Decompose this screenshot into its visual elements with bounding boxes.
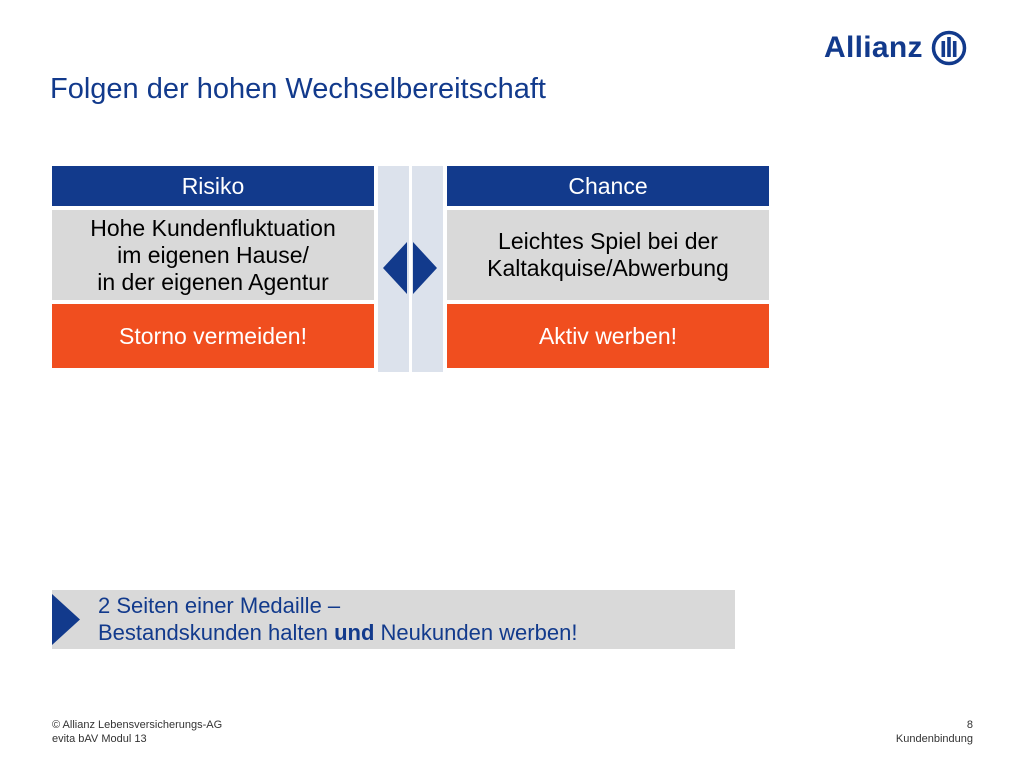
risk-description: Hohe Kundenfluktuation im eigenen Hause/ in der eigenen Agentur — [52, 210, 374, 300]
summary-line-2-end: Neukunden werben! — [374, 620, 578, 645]
footer-section: Kundenbindung — [895, 733, 973, 745]
summary-line-2-start: Bestandskunden halten — [98, 620, 335, 645]
summary-line-1: 2 Seiten einer Medaille – — [98, 593, 341, 618]
summary-box — [52, 590, 735, 649]
risk-header: Risiko — [52, 166, 374, 206]
footer-right — [896, 718, 973, 746]
footer-copyright: © Allianz Lebensversicherungs-AG — [52, 719, 223, 731]
allianz-logo — [824, 28, 967, 68]
chance-column — [447, 166, 769, 368]
footer-left — [52, 718, 222, 746]
footer-page-number: 8 — [966, 719, 973, 731]
summary-line-2 — [98, 619, 577, 646]
chance-header: Chance — [447, 166, 769, 206]
allianz-eagle-pillars-icon — [931, 30, 967, 66]
risk-action: Storno vermeiden! — [52, 304, 374, 368]
chance-description: Leichtes Spiel bei der Kaltakquise/Abwerbung — [447, 210, 769, 300]
page-title: Folgen der hohen Wechselbereitschaft — [50, 73, 546, 105]
summary-line-2-bold: und — [334, 620, 375, 645]
chevron-right-icon — [52, 590, 88, 649]
summary-text — [98, 592, 577, 646]
footer-module: evita bAV Modul 13 — [52, 733, 147, 745]
risk-column — [52, 166, 374, 368]
logo-wordmark: Allianz — [824, 31, 923, 64]
opposing-arrows-icon — [380, 240, 440, 296]
chance-action: Aktiv werben! — [447, 304, 769, 368]
